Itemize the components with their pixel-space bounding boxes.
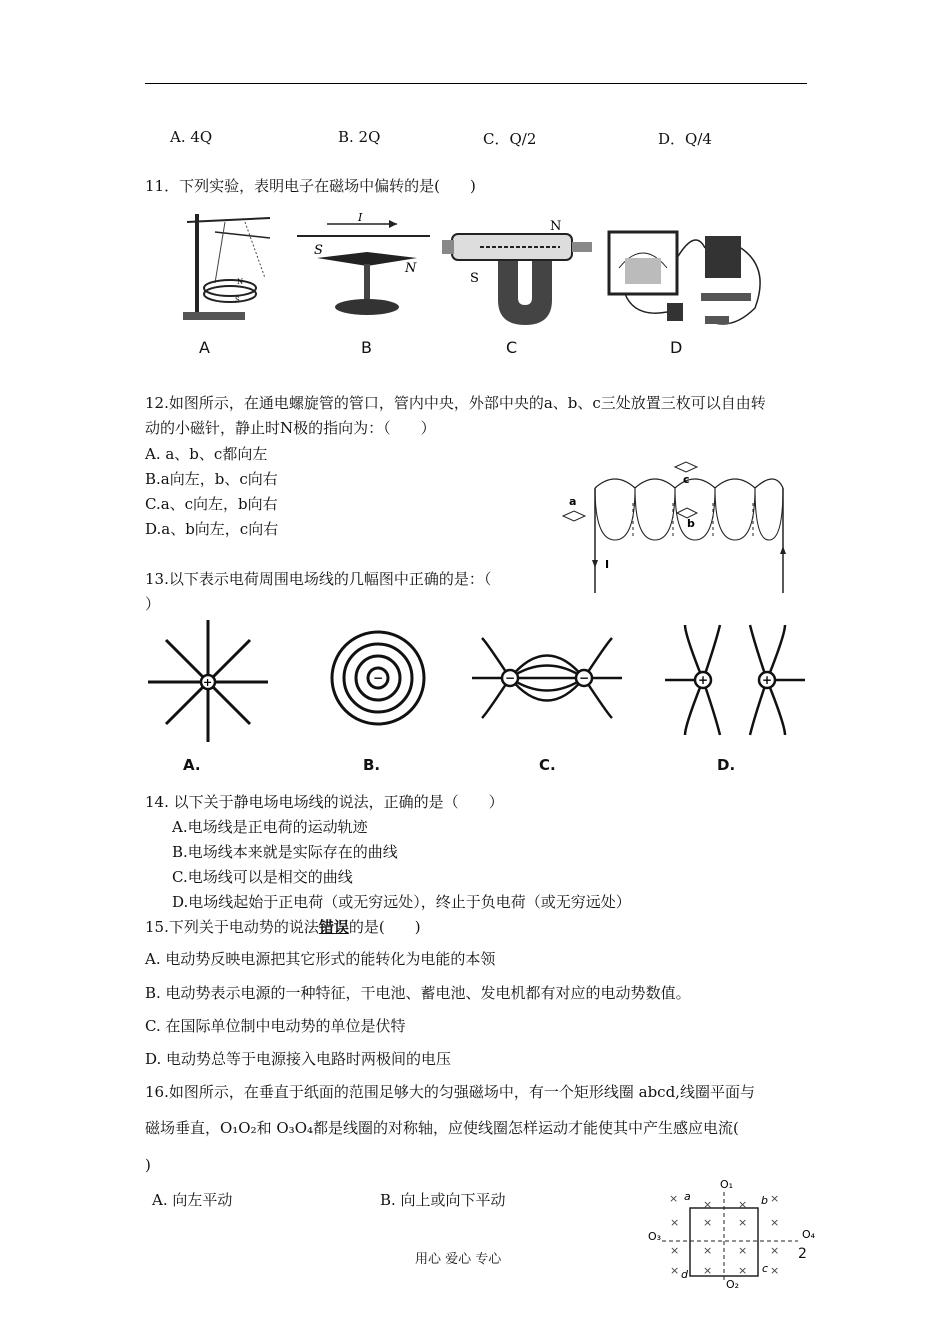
q11-b-n-text: N [405,261,417,276]
q16-label-o2: O₂ [726,1278,740,1291]
q12-label-current: I [605,558,610,571]
svg-text:×: × [703,1198,713,1211]
svg-text:×: × [669,1192,679,1205]
q16-label-o3: O₃ [648,1230,662,1243]
q15-stem [145,917,421,937]
q11-c-n-text: N [550,219,562,234]
q11-label-a: A [199,338,210,357]
q16-option-b: B. 向上或向下平动 [380,1191,506,1209]
q13-label-c: C. [539,756,556,774]
q16-label-o1: O₁ [720,1178,734,1191]
svg-text:×: × [670,1264,680,1277]
q11-label-c: C [506,338,518,357]
q16-label-c: c [762,1262,769,1275]
q16-label-d: d [681,1268,688,1281]
svg-text:+: + [203,676,213,689]
q12-option-d: D.a、b向左，c向右 [145,520,279,538]
q15-option-d: D. 电动势总等于电源接入电路时两极间的电压 [145,1050,452,1068]
q15-option-a: A. 电动势反映电源把其它形式的能转化为电能的本领 [145,950,496,968]
page-number: 2 [798,1246,807,1262]
q10-option-b: B. 2Q [338,128,381,146]
q14-option-d: D.电场线起始于正电荷（或无穷远处），终止于负电荷（或无穷远处） [172,893,631,911]
q16-stem-line3: ) [145,1156,151,1174]
q16-stem-line2: 磁场垂直，O₁O₂和 O₃O₄都是线圈的对称轴，应使线圈怎样运动才能使其中产生感应电流( [145,1119,739,1137]
q13-figure-b [328,628,428,728]
q13-figure-a [148,620,268,745]
q12-option-c: C.a、c向左，b向右 [145,495,278,513]
q16-label-a: a [684,1190,691,1203]
q11-figure-d [605,228,770,333]
q16-option-a: A. 向左平动 [152,1191,233,1209]
q14-stem: 14. 以下关于静电场电场线的说法，正确的是（ ） [145,793,504,811]
q11-c-s-text: S [470,271,479,286]
q13-stem-line1: 13.以下表示电荷周围电场线的几幅图中正确的是：（ [145,570,492,588]
q16-label-b: b [761,1194,768,1207]
svg-text:×: × [738,1264,748,1277]
q16-coil-figure [648,1176,818,1291]
q12-option-b: B.a向左，b、c向右 [145,470,278,488]
q13-figure-c [472,638,622,718]
q13-label-b: B. [363,756,381,774]
svg-text:−: − [505,671,516,685]
q12-stem-line1: 12.如图所示，在通电螺旋管的管口，管内中央，外部中央的a、b、c三处放置三枚可以自由转 [145,394,766,412]
svg-text:×: × [770,1216,780,1229]
q12-option-a: A. a、b、c都向左 [145,445,268,463]
q11-label-d: D [670,338,683,357]
q11-a-s-text: S [235,296,240,304]
q16-label-o4: O₄ [802,1228,816,1241]
q11-label-b: B [361,338,372,357]
svg-text:+: + [698,673,709,687]
q11-b-current-text: I [358,211,363,224]
svg-text:×: × [770,1244,780,1257]
svg-text:×: × [770,1192,780,1205]
svg-text:×: × [670,1244,680,1257]
q11-b-s-text: S [314,243,323,258]
q12-label-c: c [683,473,690,486]
svg-text:+: + [762,673,773,687]
q16-stem-line1: 16.如图所示，在垂直于纸面的范围足够大的匀强磁场中，有一个矩形线圈 abcd,线圈平面与 [145,1083,755,1101]
q12-solenoid-figure [555,458,805,598]
svg-text:×: × [738,1216,748,1229]
q15-option-c: C. 在国际单位制中电动势的单位是伏特 [145,1017,406,1035]
q10-option-a: A. 4Q [170,128,213,146]
q13-label-a: A. [183,756,201,774]
q10-option-c: C．Q/2 [483,130,537,148]
q11-stem: 11．下列实验，表明电子在磁场中偏转的是( ) [145,177,476,195]
q12-label-a: a [569,495,577,508]
q11-figure-a [175,208,275,326]
header-rule [145,83,807,84]
q11-figure-b [292,212,432,327]
page-footer: 用心 爱心 专心 [415,1252,502,1267]
svg-text:×: × [703,1244,713,1257]
q13-label-d: D. [717,756,736,774]
q14-option-b: B.电场线本来就是实际存在的曲线 [172,843,398,861]
q15-stem-post: 的是( ) [348,918,421,936]
svg-text:×: × [703,1264,713,1277]
q13-figure-d [665,625,805,735]
q15-stem-emphasis: 错误 [318,918,349,936]
svg-text:×: × [738,1244,748,1257]
svg-text:−: − [579,671,590,685]
svg-text:−: − [373,671,384,685]
svg-text:×: × [670,1216,680,1229]
q13-stem-line2: ） [145,595,161,613]
q12-label-b: b [687,517,695,530]
q15-option-b: B. 电动势表示电源的一种特征，干电池、蓄电池、发电机都有对应的电动势数值。 [145,984,691,1002]
svg-text:×: × [770,1264,780,1277]
q15-stem-pre: 15.下列关于电动势的说法 [145,918,319,936]
q11-figure-c [440,220,600,330]
q12-stem-line2: 动的小磁针，静止时N极的指向为：（ ） [145,419,436,437]
q10-option-d: D．Q/4 [658,130,712,148]
q11-a-n-text: N [237,278,244,286]
svg-text:×: × [703,1216,713,1229]
q14-option-a: A.电场线是正电荷的运动轨迹 [172,818,368,836]
svg-text:×: × [738,1198,748,1211]
q14-option-c: C.电场线可以是相交的曲线 [172,868,353,886]
